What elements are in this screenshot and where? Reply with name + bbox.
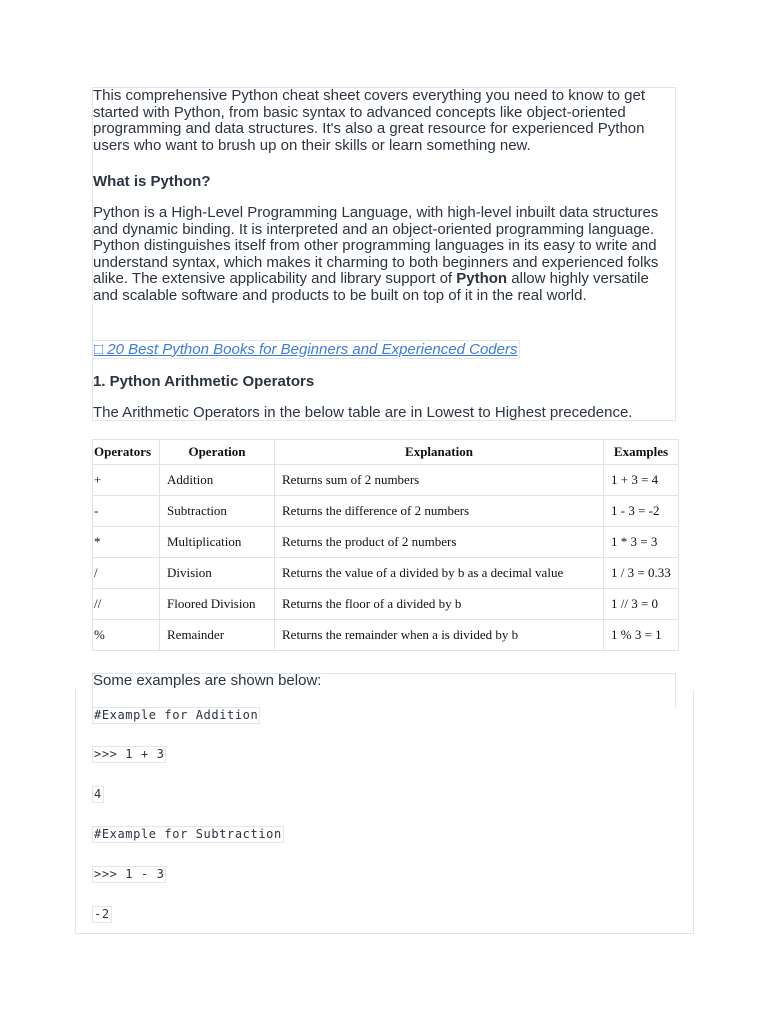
table-cell-example: 1 + 3 = 4: [604, 465, 679, 496]
table-cell-operator: -: [93, 496, 160, 527]
table-cell-operation: Division: [160, 558, 275, 589]
table-cell-operation: Addition: [160, 465, 275, 496]
table-row: [93, 496, 679, 527]
code-line: -2: [94, 907, 110, 921]
table-cell-explanation: Returns the remainder when a is divided by b: [275, 620, 604, 651]
table-header-explanation: Explanation: [275, 440, 604, 465]
table-header-examples: Examples: [604, 440, 679, 465]
table-header-operation: Operation: [160, 440, 275, 465]
table-row: [93, 558, 679, 589]
link-icon: □: [94, 341, 104, 358]
table-cell-example: 1 - 3 = -2: [604, 496, 679, 527]
what-is-python-paragraph: [93, 205, 678, 305]
table-cell-explanation: Returns the product of 2 numbers: [275, 527, 604, 558]
table-header-operators: Operators: [93, 440, 160, 465]
python-books-link-box[interactable]: [92, 340, 520, 359]
table-cell-operator: /: [93, 558, 160, 589]
table-cell-operation: Floored Division: [160, 589, 275, 620]
table-cell-example: 1 // 3 = 0: [604, 589, 679, 620]
code-line: #Example for Subtraction: [94, 827, 282, 841]
what-paragraph-text-2: allow highly versatile and scalable software and products to be built on top of it in the real world.: [93, 270, 649, 304]
intro-paragraph: This comprehensive Python cheat sheet covers everything you need to know to get started with Python, from basic syntax to advanced concepts like object-oriented programming and data structures. It's also a great resource for experienced Python users who want to brush up on their skills or learn something new.: [93, 87, 645, 154]
python-bold-text: Python: [456, 270, 508, 288]
table-cell-explanation: Returns sum of 2 numbers: [275, 465, 604, 496]
examples-intro-text: Some examples are shown below:: [93, 672, 322, 689]
code-examples-container: [75, 690, 694, 934]
link-text: 20 Best Python Books for Beginners and Experienced Coders: [103, 341, 518, 358]
what-is-python-heading: What is Python?: [93, 173, 211, 190]
code-line: >>> 1 - 3: [94, 867, 165, 881]
arithmetic-operators-paragraph: The Arithmetic Operators in the below table are in Lowest to Highest precedence.: [93, 404, 633, 421]
table-cell-example: 1 * 3 = 3: [604, 527, 679, 558]
table-row: [93, 465, 679, 496]
table-cell-example: 1 % 3 = 1: [604, 620, 679, 651]
table-cell-operation: Subtraction: [160, 496, 275, 527]
table-cell-operation: Multiplication: [160, 527, 275, 558]
table-row: [93, 620, 679, 651]
code-line: >>> 1 + 3: [94, 747, 165, 761]
what-paragraph-text-1: Python is a High-Level Programming Language, with high-level inbuilt data structures and dynamic binding. It is interpreted and an object-oriented programming language. Python distinguishes itself from other programming languages in its easy to write and understand syntax, which makes it charming to both beginners and experienced folks alike. The extensive applicability and library support of: [93, 204, 659, 288]
table-cell-explanation: Returns the difference of 2 numbers: [275, 496, 604, 527]
table-cell-example: 1 / 3 = 0.33: [604, 558, 679, 589]
table-cell-operator: *: [93, 527, 160, 558]
table-row: [93, 527, 679, 558]
arithmetic-operators-heading: 1. Python Arithmetic Operators: [93, 373, 315, 390]
table-cell-explanation: Returns the value of a divided by b as a decimal value: [275, 558, 604, 589]
table-cell-explanation: Returns the floor of a divided by b: [275, 589, 604, 620]
code-line: #Example for Addition: [94, 708, 259, 722]
table-cell-operator: %: [93, 620, 160, 651]
table-header-row: [93, 440, 679, 465]
table-cell-operator: +: [93, 465, 160, 496]
table-cell-operation: Remainder: [160, 620, 275, 651]
python-books-link[interactable]: [94, 341, 517, 358]
arithmetic-operators-table: [92, 439, 679, 651]
code-line: 4: [94, 787, 102, 801]
table-row: [93, 589, 679, 620]
table-cell-operator: //: [93, 589, 160, 620]
